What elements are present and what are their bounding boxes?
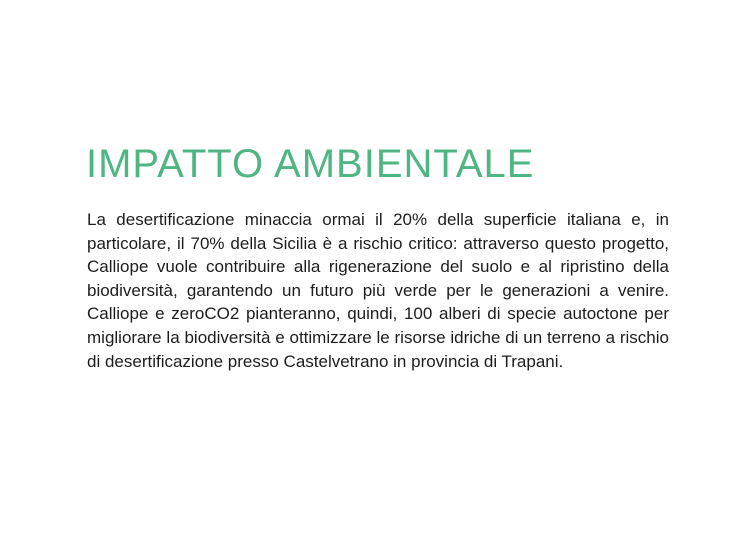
section-title: IMPATTO AMBIENTALE xyxy=(86,142,535,186)
section-body-paragraph: La desertificazione minaccia ormai il 20% della superficie italiana e, in particolare, il 70% della Sicilia è a rischio critico: attraverso questo progetto, Calliope vuole contribuire alla rigenerazione del suolo e al ripristino della biodiversità, garantendo un futuro più verde per le generazioni a venire. Calliope e zeroCO2 pianteranno, quindi, 100 alberi di specie autoctone per migliorare la biodiversità e ottimizzare le risorse idriche di un terreno a rischio di desertificazione presso Castelvetrano in provincia di Trapani. xyxy=(87,210,669,371)
